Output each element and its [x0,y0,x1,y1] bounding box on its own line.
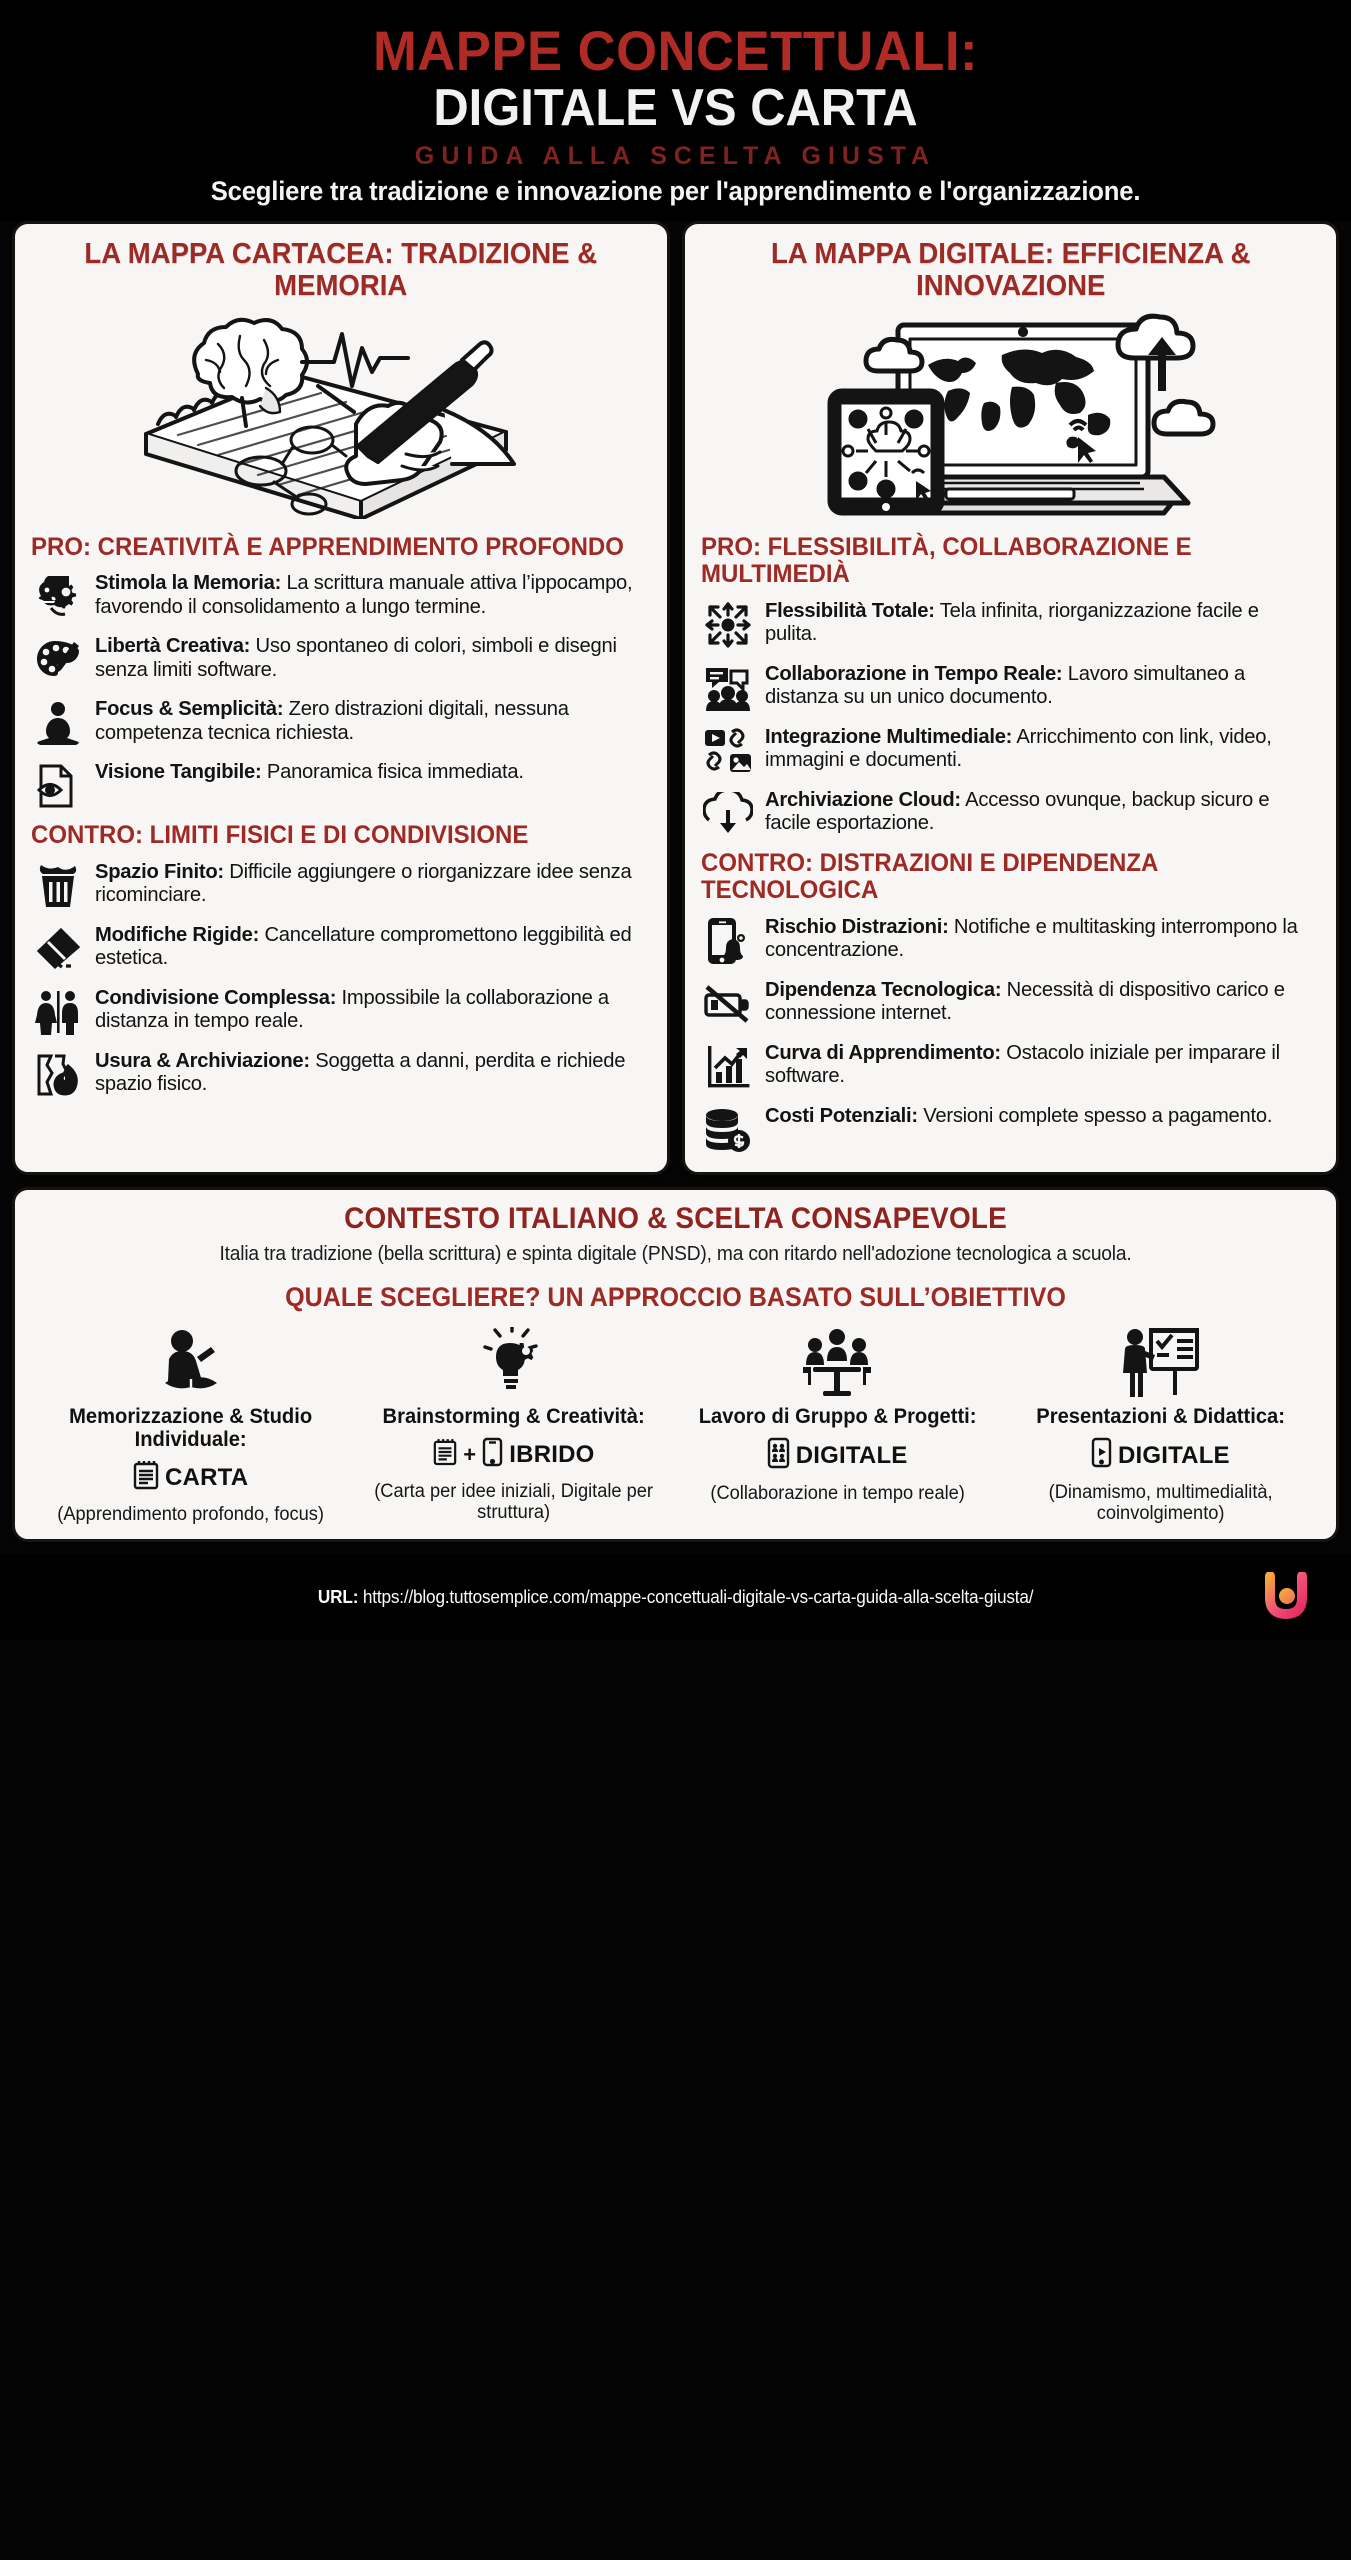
list-item [31,634,651,686]
bottom-panel-wrapper [0,1175,1351,1542]
list-item-term: Focus & Semplicità: [95,697,284,721]
list-item-text [95,571,642,619]
comparison-columns [0,221,1351,1175]
list-item-desc: Accesso ovunque, backup sicuro e facile esportazione. [764,787,1269,835]
card-paper-title: LA MAPPA CARTACEA: TRADIZIONE & MEMORIA [84,237,598,303]
phone-bell-notification-icon [701,915,755,967]
list-item [31,860,651,912]
notepad-icon [133,1460,159,1497]
list-item-text [95,860,642,908]
list-item-term: Usura & Archiviazione: [95,1048,310,1072]
choice-note: (Carta per idee iniziali, Digitale per struttura) [374,1480,654,1523]
list-item-text [95,634,642,682]
list-item-term: Curva di Apprendimento: [764,1040,1001,1064]
lightbulb-gears-icon [358,1323,669,1399]
list-item-term: Visione Tangibile: [95,760,262,784]
list-item-text [765,915,1312,963]
list-item-text [765,1104,1312,1128]
list-item [701,662,1321,714]
card-digital-title: LA MAPPA DIGITALE: EFFICIENZA & INNOVAZIONE [770,237,1251,303]
list-item-text [765,662,1312,710]
trash-bin-icon [31,860,85,912]
eraser-icon [31,923,85,975]
choice-card [29,1323,352,1525]
tablet-icon [482,1437,503,1474]
notepad-icon [433,1437,457,1474]
expand-arrows-globe-icon [701,599,755,651]
list-item-desc: La scrittura manuale attiva l’ippocampo, favorendo il consolidamento a lungo termine. [95,571,633,618]
list-item [701,978,1321,1030]
plus-sign: + [463,1442,477,1468]
list-item-term: Libertà Creativa: [95,634,251,658]
choice-card [676,1323,999,1525]
card-digital [682,221,1340,1175]
choice-verdict-label: DIGITALE [1117,1441,1230,1469]
list-item-desc: Impossibile la collaborazione a distanza in tempo reale. [95,985,609,1033]
list-item-desc: Uso spontaneo di colori, simboli e disegni senza limiti software. [95,634,617,681]
choice-label: Memorizzazione & Studio Individuale: [69,1404,313,1451]
list-item-term: Rischio Distrazioni: [764,914,949,938]
brain-gear-icon [31,571,85,623]
list-item-term: Flessibilità Totale: [764,598,935,622]
list-item-term: Costi Potenziali: [764,1103,918,1127]
list-item [701,915,1321,967]
choice-label: Lavoro di Gruppo & Progetti: [698,1404,976,1428]
choice-label: Presentazioni & Didattica: [1036,1404,1285,1428]
list-item-text [95,697,642,745]
list-item [31,1049,651,1101]
list-item [31,697,651,749]
list-item-desc: Soggetta a danni, perdita e richiede spazio fisico. [95,1048,626,1096]
page-kicker: GUIDA ALLA SCELTA GIUSTA [414,141,937,170]
chat-people-icon [701,662,755,714]
list-item-term: Integrazione Multimediale: [764,724,1012,748]
paper-contro-heading: CONTRO: LIMITI FISICI E DI CONDIVISIONE [31,821,529,850]
cloud-download-icon [701,788,755,840]
torn-paper-fire-icon [31,1049,85,1101]
paper-pro-heading: PRO: CREATIVITÀ E APPRENDIMENTO PROFONDO [31,532,624,561]
u-logo [1263,1572,1309,1622]
list-item-text [95,1049,642,1097]
palette-brush-icon [31,634,85,686]
digital-contro-list [701,915,1321,1156]
choice-note: (Apprendimento profondo, focus) [57,1503,324,1525]
list-item [31,923,651,975]
list-item [31,760,651,812]
tablet-play-icon [1091,1437,1112,1475]
choice-card [999,1323,1322,1525]
choice-verdict [1005,1437,1316,1475]
bottom-title: CONTESTO ITALIANO & SCELTA CONSAPEVOLE [344,1201,1007,1235]
list-item-text [95,923,642,971]
choice-label: Brainstorming & Creatività: [382,1404,645,1428]
list-item-desc: Panoramica fisica immediata. [261,760,524,784]
laptop-tablet-cloud-worldmap-illustration [701,309,1321,524]
choice-card [352,1323,675,1525]
digital-pro-heading: PRO: FLESSIBILITÀ, COLLABORAZIONE E MULTIMEDIÀ [700,532,1192,589]
student-reading-icon [35,1323,346,1399]
list-item-term: Collaborazione in Tempo Reale: [764,661,1062,685]
footer-url[interactable] [318,1586,1033,1608]
list-item [701,1104,1321,1156]
choice-grid [29,1323,1322,1525]
list-item [701,1041,1321,1093]
list-item-desc: Ostacolo iniziale per imparare il software. [764,1040,1280,1088]
list-item-term: Archiviazione Cloud: [764,787,961,811]
list-item-text [95,986,642,1034]
list-item-desc: Lavoro simultaneo a distanza su un unico documento. [764,661,1245,709]
list-item-term: Stimola la Memoria: [95,571,282,595]
list-item-text [765,788,1312,836]
footer-url-label: URL: [317,1586,359,1608]
list-item [701,788,1321,840]
page-tagline: Scegliere tra tradizione e innovazione per l'apprendimento e l'organizzazione. [210,175,1141,206]
choice-verdict [358,1437,669,1474]
meditation-icon [31,697,85,749]
choice-note: (Dinamismo, multimedialità, coinvolgimento) [1048,1481,1273,1524]
choice-verdict [682,1437,993,1476]
battery-empty-slash-icon [701,978,755,1030]
list-item-term: Condivisione Complessa: [95,985,337,1009]
list-item-desc: Tela infinita, riorganizzazione facile e pulita. [764,598,1259,646]
list-item [31,986,651,1038]
list-item [701,599,1321,651]
footer [0,1554,1351,1640]
list-item-text [765,599,1312,647]
choice-note: (Collaborazione in tempo reale) [709,1482,965,1504]
list-item-term: Spazio Finito: [95,859,224,883]
bottom-panel [12,1187,1339,1542]
eye-document-icon [31,760,85,812]
choice-verdict-label: IBRIDO [509,1441,595,1469]
choice-verdict-label: CARTA [165,1464,249,1492]
card-paper [12,221,670,1175]
list-item [31,571,651,623]
digital-pro-list [701,599,1321,840]
list-item-text [95,760,642,784]
bottom-subtitle: QUALE SCEGLIERE? UN APPROCCIO BASATO SULL’OBIETTIVO [285,1281,1066,1312]
list-item-text [765,1041,1312,1089]
page-title-main: MAPPE CONCETTUALI: [372,19,979,82]
header [0,0,1351,221]
list-item-desc: Versioni complete spesso a pagamento. [917,1103,1272,1127]
list-item-text [765,978,1312,1026]
list-item-desc: Cancellature compromettono leggibilità ed estetica. [95,922,632,970]
list-item [701,725,1321,777]
growth-chart-icon [701,1041,755,1093]
presenter-board-icon [1005,1323,1316,1399]
paper-contro-list [31,860,651,1101]
hand-writing-notebook-brain-illustration [31,309,651,524]
choice-verdict [35,1460,346,1497]
list-item-term: Modifiche Rigide: [95,922,260,946]
list-item-desc: Necessità di dispositivo carico e connessione internet. [764,977,1285,1025]
meeting-table-icon [682,1323,993,1399]
bottom-note: Italia tra tradizione (bella scrittura) e spinta digitale (PNSD), ma con ritardo nell'adozione tecnologica a scuola. [219,1242,1132,1265]
list-item-desc: Arricchimento con link, video, immagini e documenti. [764,724,1272,772]
two-people-icon [31,986,85,1038]
list-item-desc: Zero distrazioni digitali, nessuna competenza tecnica richiesta. [95,697,569,744]
footer-url-value: https://blog.tuttosemplice.com/mappe-concettuali-digitale-vs-carta-guida-alla-scelta-giusta/ [362,1586,1034,1608]
list-item-text [765,725,1312,773]
tablet-people-icon [767,1437,790,1476]
page-title-sub: DIGITALE VS CARTA [433,79,918,138]
list-item-desc: Difficile aggiungere o riorganizzare idee senza ricominciare. [95,859,632,907]
paper-pro-list [31,571,651,812]
list-item-desc: Notifiche e multitasking interrompono la concentrazione. [764,914,1298,962]
coins-dollar-icon [701,1104,755,1156]
choice-verdict-label: DIGITALE [795,1442,908,1470]
list-item-term: Dipendenza Tecnologica: [764,977,1001,1001]
video-link-image-icon [701,725,755,777]
digital-contro-heading: CONTRO: DISTRAZIONI E DIPENDENZA TECNOLOGICA [700,848,1157,905]
